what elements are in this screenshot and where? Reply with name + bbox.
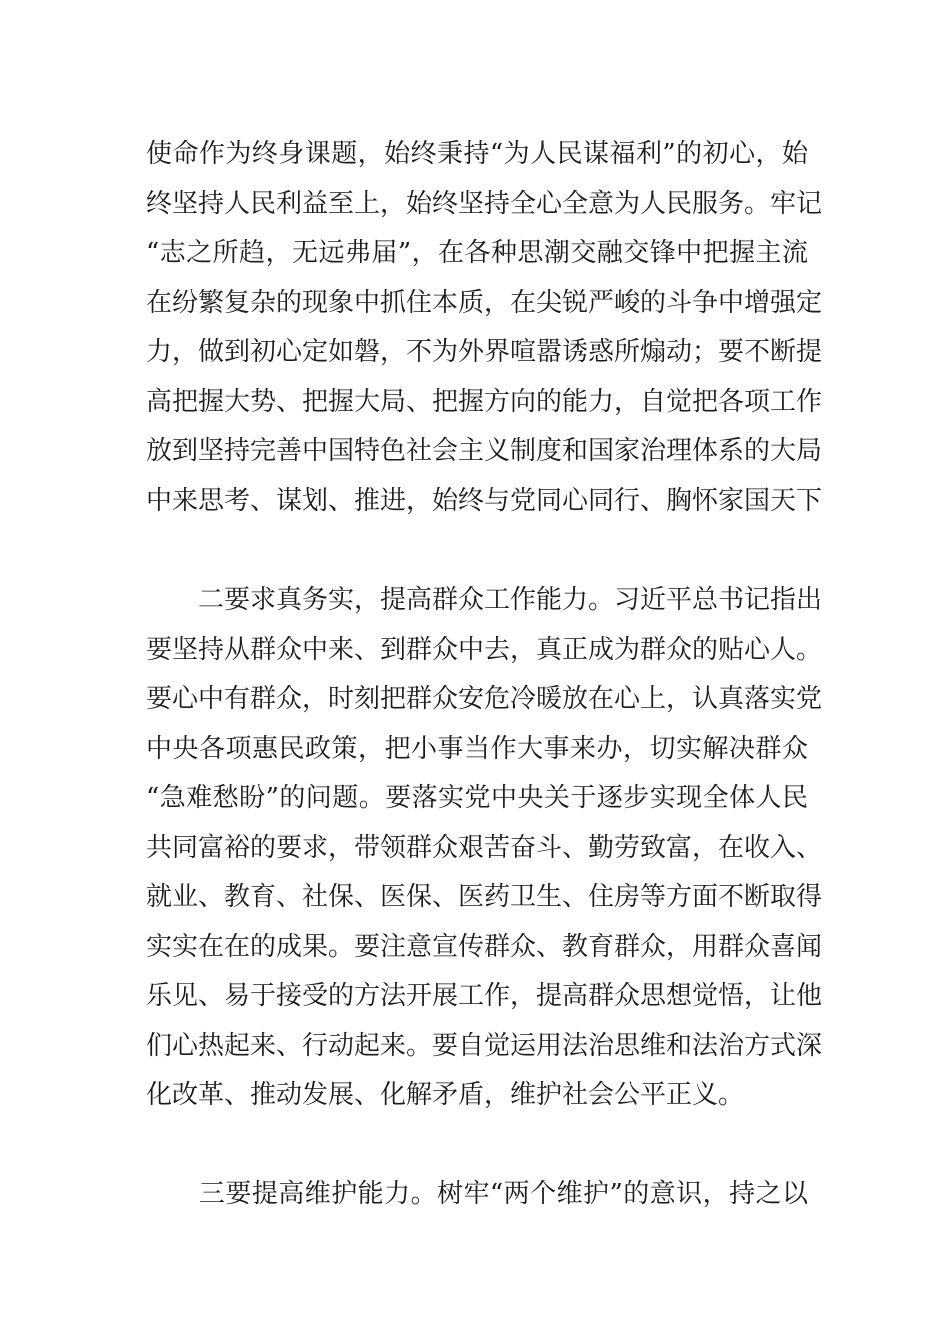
- paragraph-2-line-3: 要心中有群众，时刻把群众安危冷暖放在心上，认真落实党: [146, 684, 823, 714]
- paragraph-1-line-8: 中来思考、谋划、推进，始终与党同心同行、胸怀家国天下: [146, 486, 823, 516]
- paragraph-2-line-7: 就业、教育、社保、医保、医药卫生、住房等方面不断取得: [146, 882, 823, 912]
- paragraph-2-line-6: 共同富裕的要求，带领群众艰苦奋斗、勤劳致富，在收入、: [146, 833, 823, 863]
- paragraph-2-line-8: 实实在在的成果。要注意宣传群众、教育群众，用群众喜闻: [146, 932, 823, 962]
- paragraph-2-line-9: 乐见、易于接受的方法开展工作，提高群众思想觉悟，让他: [146, 981, 823, 1011]
- paragraph-2-line-11: 化改革、推动发展、化解矛盾，维护社会公平正义。: [146, 1080, 745, 1110]
- paragraph-2-line-5: “急难愁盼”的问题。要落实党中央关于逐步实现全体人民: [146, 783, 808, 813]
- paragraph-1-line-6: 高把握大势、把握大局、把握方向的能力，自觉把各项工作: [146, 387, 823, 417]
- paragraph-2-line-4: 中央各项惠民政策，把小事当作大事来办，切实解决群众: [146, 734, 808, 764]
- paragraph-3-line-1: 三要提高维护能力。树牢“两个维护”的意识，持之以: [146, 1179, 808, 1209]
- paragraph-1-line-4: 在纷繁复杂的现象中抓住本质，在尖锐严峻的斗争中增强定: [146, 288, 823, 318]
- paragraph-2-line-2: 要坚持从群众中来、到群众中去，真正成为群众的贴心人。: [146, 635, 823, 665]
- paragraph-1-line-3: “志之所趋，无远弗届”，在各种思潮交融交锋中把握主流: [146, 238, 808, 268]
- paragraph-1-line-2: 终坚持人民利益至上，始终坚持全心全意为人民服务。牢记: [146, 189, 823, 219]
- paragraph-1-line-7: 放到坚持完善中国特色社会主义制度和国家治理体系的大局: [146, 436, 823, 466]
- paragraph-2-line-1: 二要求真务实，提高群众工作能力。习近平总书记指出: [146, 585, 823, 615]
- paragraph-2-line-10: 们心热起来、行动起来。要自觉运用法治思维和法治方式深: [146, 1031, 823, 1061]
- paragraph-1-line-1: 使命作为终身课题，始终秉持“为人民谋福利”的初心，始: [146, 139, 808, 169]
- paragraph-1-line-5: 力，做到初心定如磐，不为外界喧嚣诱惑所煽动；要不断提: [146, 337, 823, 367]
